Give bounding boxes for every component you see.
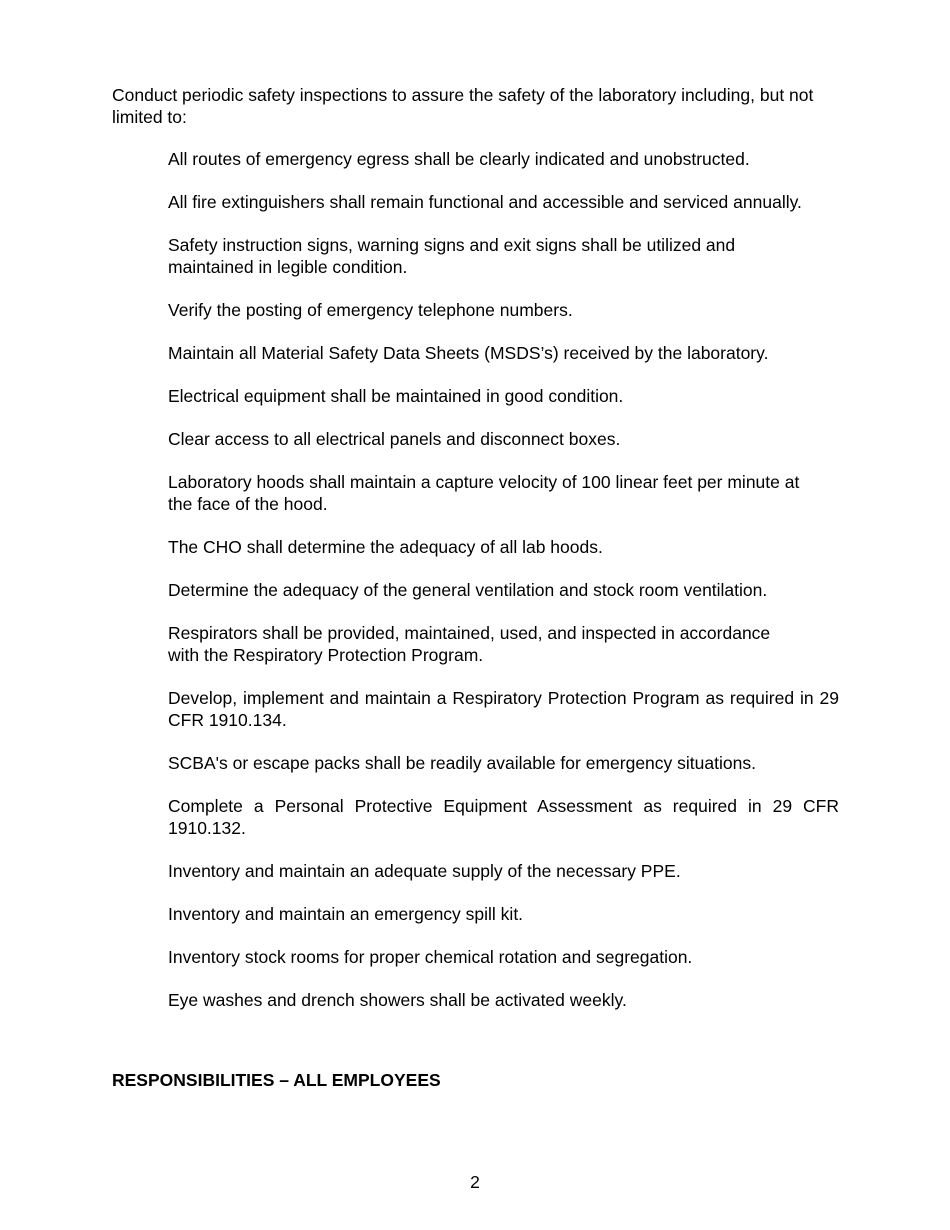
list-item: Inventory and maintain an emergency spill kit. [168,904,524,924]
list-item: Develop, implement and maintain a Respiratory Protection Program as required in 29 CFR 1910.134. [168,688,839,730]
list-item: SCBA's or escape packs shall be readily available for emergency situations. [168,753,756,773]
inspection-list [168,148,839,1032]
list-item: Clear access to all electrical panels and disconnect boxes. [168,429,621,449]
list-item: Maintain all Material Safety Data Sheets (MSDS’s) received by the laboratory. [168,343,769,363]
list-item: Laboratory hoods shall maintain a capture velocity of 100 linear feet per minute at the face of the hood. [168,472,800,514]
list-item: Electrical equipment shall be maintained in good condition. [168,386,624,406]
list-item: Eye washes and drench showers shall be activated weekly. [168,990,627,1010]
list-item: Inventory stock rooms for proper chemical rotation and segregation. [168,947,693,967]
section-heading: RESPONSIBILITIES – ALL EMPLOYEES [112,1070,441,1090]
page-number: 2 [470,1172,480,1192]
list-item: Inventory and maintain an adequate supply of the necessary PPE. [168,861,681,881]
intro-paragraph: Conduct periodic safety inspections to assure the safety of the laboratory including, but not limited to: [112,85,814,127]
list-item: Verify the posting of emergency telephone numbers. [168,300,573,320]
list-item: Respirators shall be provided, maintained, used, and inspected in accordance with the Respiratory Protection Program. [168,623,771,665]
list-item: All routes of emergency egress shall be clearly indicated and unobstructed. [168,149,750,169]
list-item: The CHO shall determine the adequacy of all lab hoods. [168,537,603,557]
list-item: Safety instruction signs, warning signs and exit signs shall be utilized and maintained in legible condition. [168,235,736,277]
list-item: Determine the adequacy of the general ventilation and stock room ventilation. [168,580,768,600]
list-item: All fire extinguishers shall remain functional and accessible and serviced annually. [168,192,802,212]
list-item: Complete a Personal Protective Equipment Assessment as required in 29 CFR 1910.132. [168,796,839,838]
